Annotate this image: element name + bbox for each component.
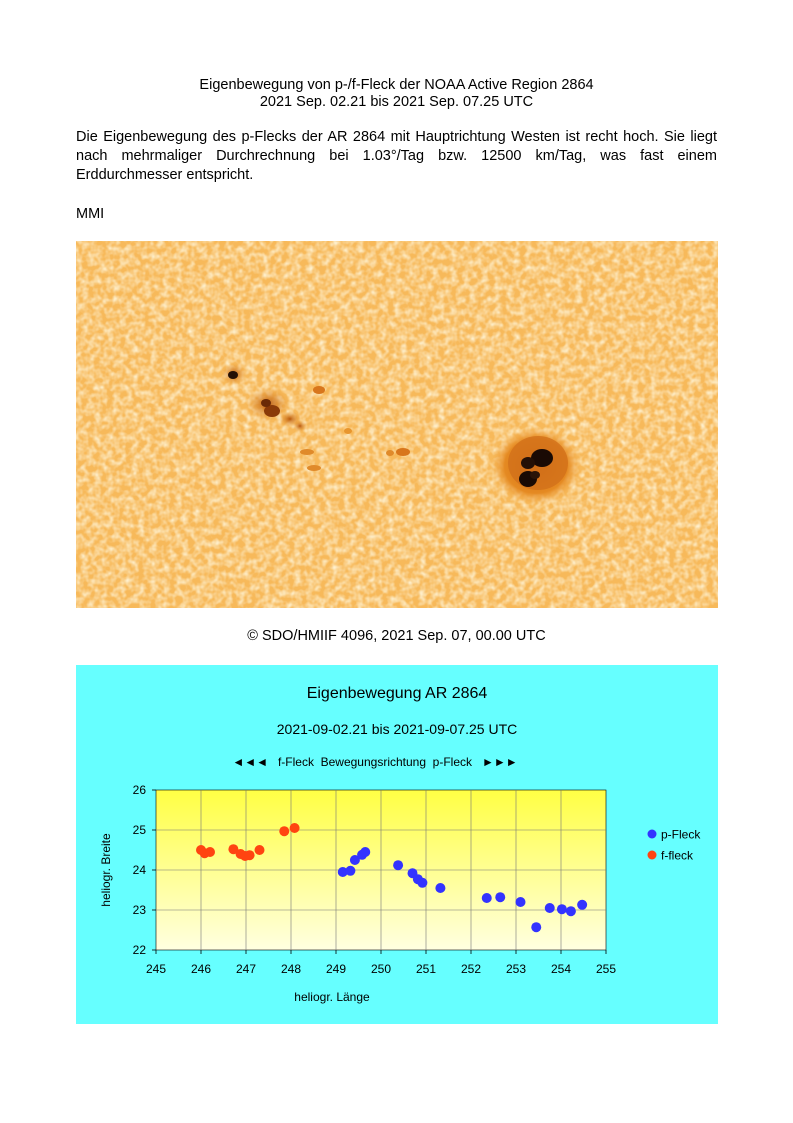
x-tick-label: 251	[415, 962, 437, 976]
p-fleck-point	[516, 897, 526, 907]
p-fleck-point	[482, 893, 492, 903]
y-tick-label: 24	[132, 863, 146, 877]
x-tick-label: 252	[460, 962, 482, 976]
y-axis-label: heliogr. Breite	[99, 833, 113, 907]
x-tick-label: 254	[550, 962, 572, 976]
document-title	[76, 77, 717, 111]
proper-motion-chart	[76, 665, 718, 1024]
legend-label: p-Fleck	[661, 827, 701, 842]
p-fleck-point	[360, 847, 370, 857]
x-tick-label: 249	[325, 962, 347, 976]
x-tick-label: 250	[370, 962, 392, 976]
x-tick-label: 247	[235, 962, 257, 976]
p-fleck-point	[345, 866, 355, 876]
chart-legend	[648, 828, 702, 863]
p-fleck-point	[577, 900, 587, 910]
sunspot-image	[76, 241, 718, 608]
following-spot-umbra	[228, 371, 238, 379]
f-fleck-point	[205, 847, 215, 857]
title-line-2: 2021 Sep. 02.21 bis 2021 Sep. 07.25 UTC	[259, 94, 534, 110]
f-fleck-point	[255, 845, 265, 855]
chart-panel	[76, 665, 718, 1024]
f-fleck-point	[279, 826, 289, 836]
x-tick-label: 255	[595, 962, 617, 976]
legend-marker	[648, 851, 657, 860]
title-line-1: Eigenbewegung von p-/f-Fleck der NOAA Active Region 2864	[199, 77, 594, 93]
p-fleck-point	[495, 892, 505, 902]
chart-subtitle: 2021-09-02.21 bis 2021-09-07.25 UTC	[276, 721, 518, 737]
f-fleck-point	[245, 850, 255, 860]
y-tick-label: 23	[132, 903, 146, 917]
author-signature: MMI	[76, 206, 105, 222]
p-fleck-point	[393, 860, 403, 870]
sun-granulation	[76, 241, 718, 608]
p-fleck-point	[545, 903, 555, 913]
image-caption: © SDO/HMIIF 4096, 2021 Sep. 07, 00.00 UTC	[247, 628, 546, 644]
x-tick-label: 245	[145, 962, 167, 976]
x-tick-label: 248	[280, 962, 302, 976]
description-paragraph: Die Eigenbewegung des p-Flecks der AR 2864 mit Hauptrichtung Westen ist recht hoch. Sie liegt nach mehrmaliger Durchrechnung bei 1.03°/Tag bzw. 12500 km/Tag, was fast einem Erddurchmesser entspricht.	[76, 129, 717, 183]
legend-label: f-fleck	[661, 848, 694, 863]
chart-title: Eigenbewegung AR 2864	[306, 685, 488, 702]
p-fleck-point	[531, 922, 541, 932]
y-tick-label: 22	[132, 943, 146, 957]
p-fleck-point	[435, 883, 445, 893]
p-fleck-point	[566, 906, 576, 916]
legend-marker	[648, 830, 657, 839]
p-fleck-point	[417, 878, 427, 888]
y-tick-label: 25	[132, 823, 146, 837]
direction-label: ◄◄◄ f-Fleck Bewegungsrichtung p-Fleck ►►►	[232, 755, 518, 769]
f-fleck-point	[290, 823, 300, 833]
y-tick-label: 26	[132, 783, 146, 797]
x-axis-label: heliogr. Länge	[294, 990, 370, 1004]
p-fleck-point	[557, 904, 567, 914]
x-tick-label: 253	[505, 962, 527, 976]
x-tick-label: 246	[190, 962, 212, 976]
